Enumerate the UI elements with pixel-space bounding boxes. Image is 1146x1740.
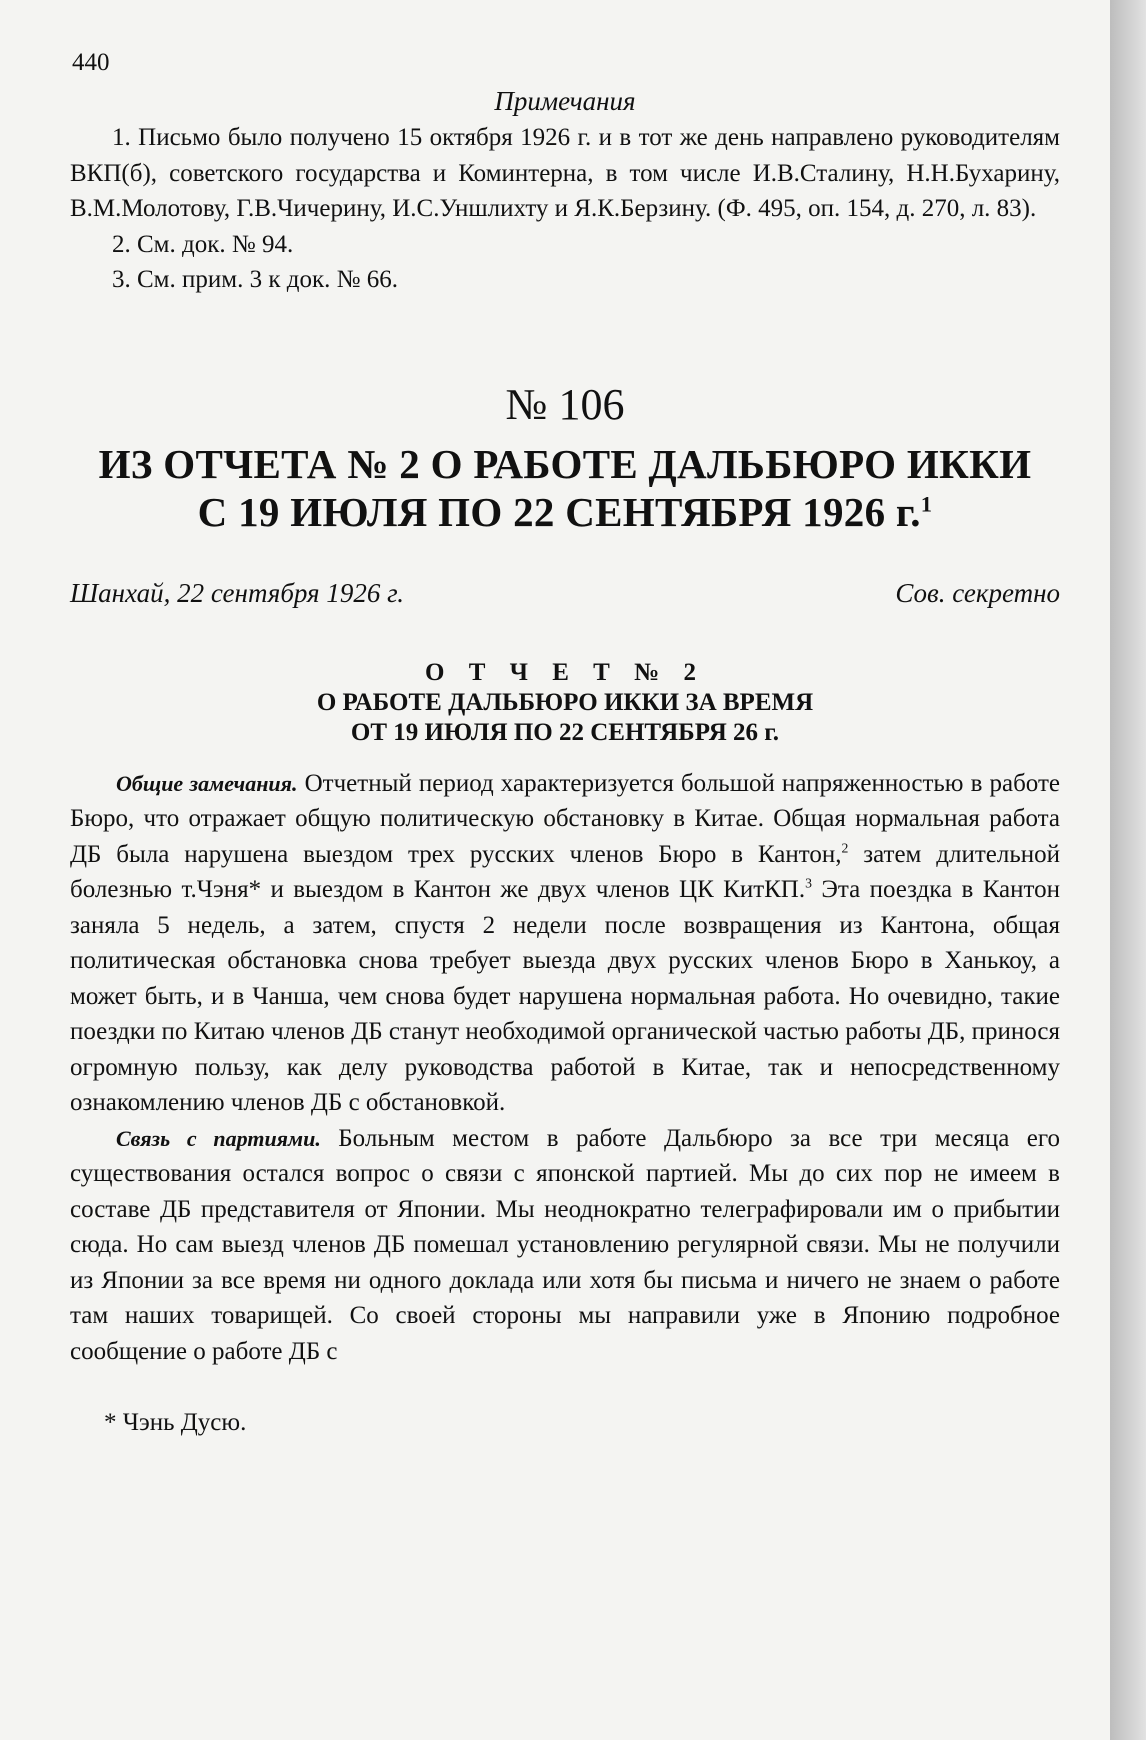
note-item-3: 3. См. прим. 3 к док. № 66. <box>112 266 398 293</box>
title-footnote-ref: 1 <box>920 490 933 516</box>
paragraph-text: затем длительной болезнью т.Чэня* и выездом в Кантон же двух членов ЦК КитКП. <box>70 840 1060 903</box>
paragraph-text: Больным местом в работе Дальбюро за все три месяца его существования остался вопрос о связи с японской партией. Мы до сих пор не имеем в составе ДБ представителя от Японии. Мы неоднократно телеграфировали им о прибытии сюда. Но сам выезд членов ДБ помешал установлению регулярной связи. Мы не получили из Японии за все время ни одного доклада или хотя бы письма и ничего не знаем о работе там наших товарищей. Со своей стороны мы направили уже в Японию подробное сообщение о работе ДБ с <box>70 1124 1060 1365</box>
page-content <box>70 48 1060 1441</box>
document-title-line-2: С 19 ИЮЛЯ ПО 22 СЕНТЯБРЯ 1926 г. <box>197 488 921 535</box>
document-title <box>70 440 1060 536</box>
report-heading: О Т Ч Е Т № 2 <box>425 658 705 686</box>
notes-section <box>70 84 1060 298</box>
document-meta <box>70 576 1060 610</box>
report-subheading-1: О РАБОТЕ ДАЛЬБЮРО ИККИ ЗА ВРЕМЯ <box>316 688 814 716</box>
document-number: № 106 <box>505 379 625 429</box>
paragraph-lead: Связь с партиями. <box>116 1125 321 1151</box>
document-title-line-1: ИЗ ОТЧЕТА № 2 О РАБОТЕ ДАЛЬБЮРО ИККИ <box>98 440 1032 487</box>
paragraph-party-relations <box>70 1121 1060 1370</box>
footnote: * Чэнь Дусю. <box>104 1409 247 1436</box>
paragraph-general-remarks <box>70 766 1060 1121</box>
footnote-ref: 3 <box>805 875 812 891</box>
paragraph-text: Отчетный период характеризуется большой напряженностью в работе Бюро, что отражает общую политическую обстановку в Китае. Общая нормальная работа ДБ была нарушена выездом трех русских членов Бюро в Кантон, <box>70 769 1060 868</box>
paragraph-lead: Общие замечания. <box>116 770 298 796</box>
notes-heading: Примечания <box>494 86 636 116</box>
note-item-2: 2. См. док. № 94. <box>112 230 294 258</box>
classification: Сов. секретно <box>895 577 1060 608</box>
report-subheading-2: ОТ 19 ИЮЛЯ ПО 22 СЕНТЯБРЯ 26 г. <box>350 718 780 746</box>
paragraph-text: Эта поездка в Кантон заняла 5 недель, а затем, спустя 2 недели после возвращения из Кантона, общая политическая обстановка снова требует выезда двух русских членов Бюро в Ханькоу, а может быть, и в Чанша, чем снова будет нарушена нормальная работа. Но очевидно, такие поездки по Китаю членов ДБ станут необходимой органической частью работы ДБ, принося огромную пользу, как делу руководства работой в Китае, так и непосредственному ознакомлению членов ДБ с обстановкой. <box>70 876 1060 1116</box>
note-item-1: 1. Письмо было получено 15 октября 1926 г. и в тот же день направлено руководителям ВКП(б), советского государства и Коминтерна, в том числе И.В.Сталину, Н.Н.Бухарину, В.М.Молотову, Г.В.Чичерину, И.С.Уншлихту и Я.К.Берзину. (Ф. 495, оп. 154, д. 270, л. 83). <box>70 124 1060 222</box>
page-number: 440 <box>72 49 110 76</box>
footnote-ref: 2 <box>841 840 849 856</box>
place-date: Шанхай, 22 сентября 1926 г. <box>70 577 405 608</box>
